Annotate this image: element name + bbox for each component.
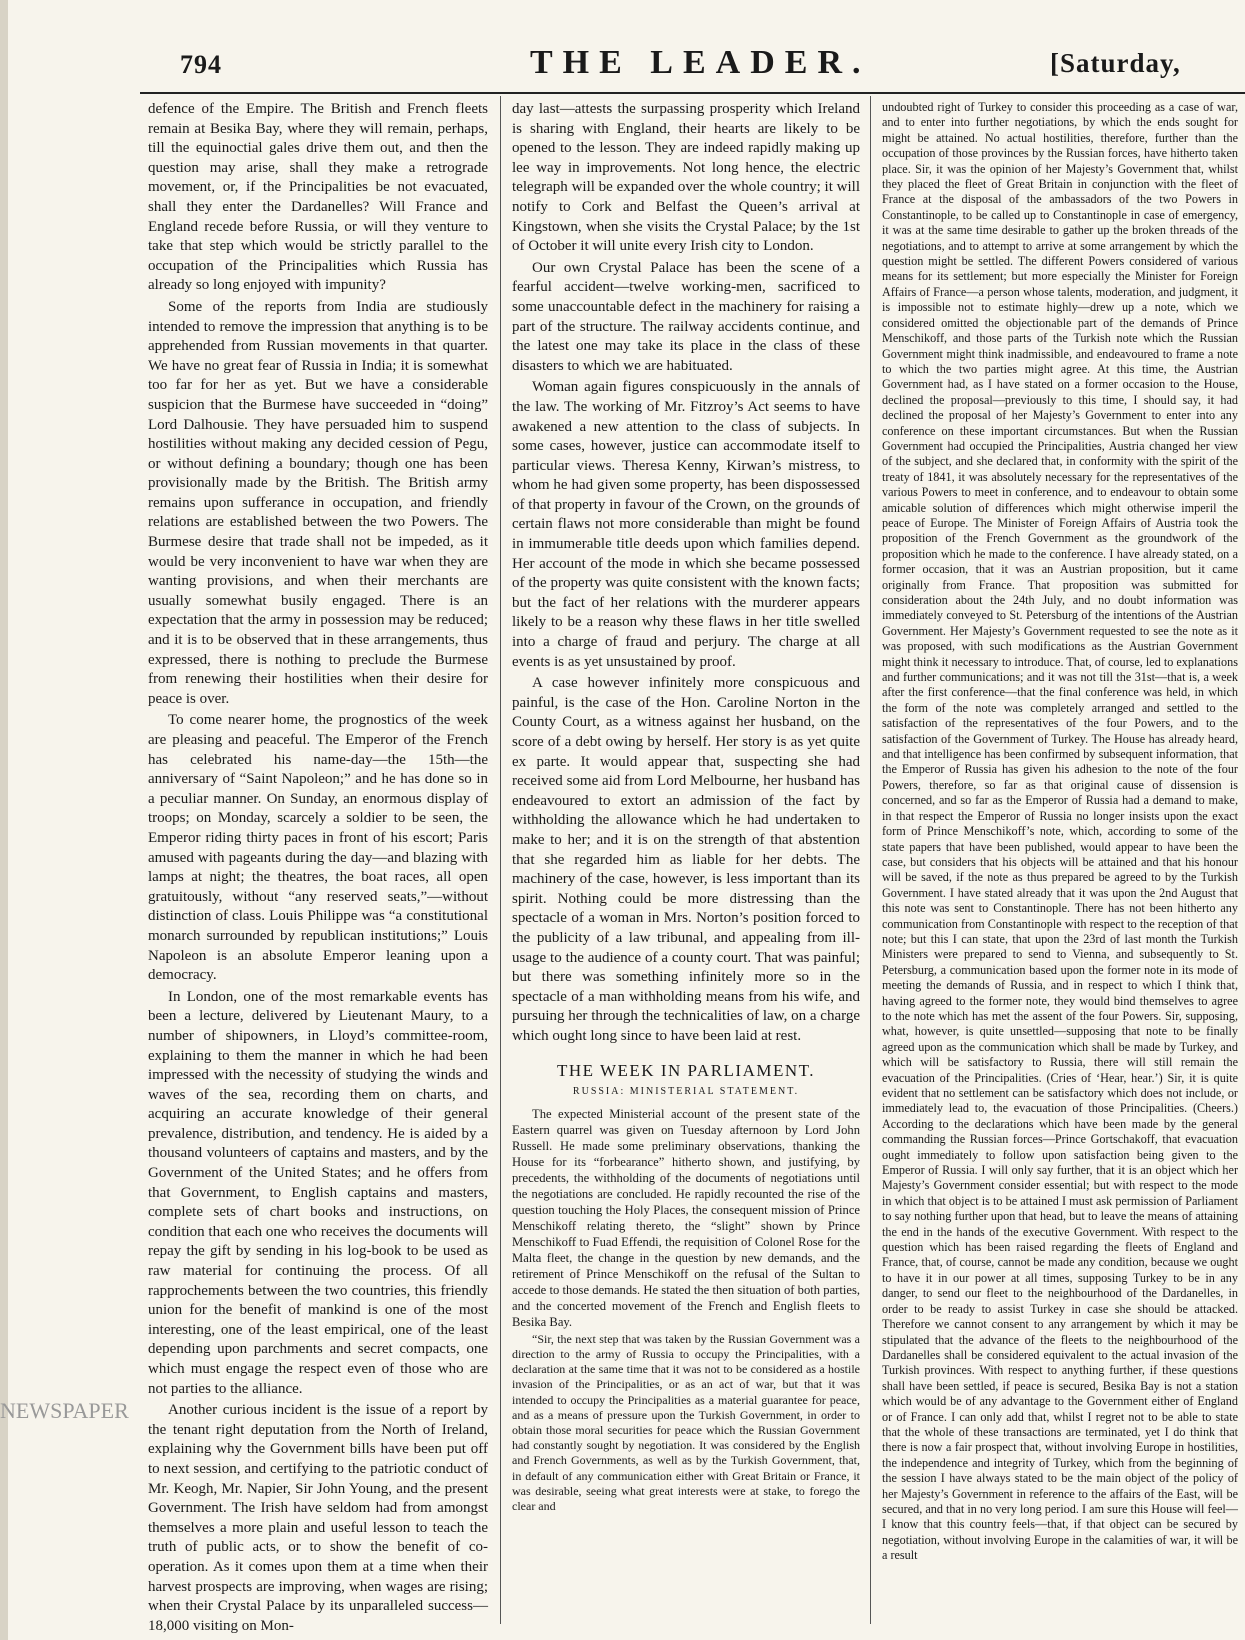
- paragraph: defence of the Empire. The British and French fleets remain at Besika Bay, where they will remain, perhaps, till the equinoctial gales drive them out, and then the question may arise, shall they make a retrograde movement, or, if the Principalities be not evacuated, shall they enter the Dardanelles? Will France and England recede before Russia, or will they venture to take that step which would be strictly parallel to the occupation of the Principalities which Russia has already so long enjoyed with impunity?: [148, 101, 488, 294]
- paragraph: Some of the reports from India are studiously intended to remove the impression that anything is to be apprehended from Russian movements in that quarter. We have no great fear of Russia in India; it is somewhat too far for her as yet. But we have a considerable suspicion that the Burmese have succeeded in “doing” Lord Dalhousie. They have persuaded him to suspend hostilities without making any decided cession of Pegu, or without defining a boundary; though one has been provisionally made by the British. The British army remains upon sufferance in occupation, and friendly relations are established between the two Powers. The Burmese desire that trade shall not be impeded, as it would be very inconvenient to have war when they are wanting provisions, and when their merchants are usually somewhat busily engaged. There is an expectation that the army in possession may be reduced; and it is to be observed that in these arrangements, thus expressed, there is nothing to preclude the Burmese from renewing their hostilities when their desire for peace is over.: [148, 298, 488, 707]
- paragraph: Our own Crystal Palace has been the scene of a fearful accident—twelve working-men, sacrificed to some unaccountable defect in the machinery for raising a part of the structure. The railway accidents continue, and the latest one may take its place in the class of these disasters to which we are habituated.: [512, 259, 860, 374]
- section-heading: THE WEEK IN PARLIAMENT.: [557, 1060, 815, 1080]
- paragraph: The expected Ministerial account of the present state of the Eastern quarrel was given on Tuesday afternoon by Lord John Russell. He made some preliminary observations, thanking the House for its “forbearance” hitherto shown, and justifying, by precedents, the withholding of the documents of negotiations until the negotiations are concluded. He rapidly recounted the rise of the question touching the Holy Places, the consequent mission of Prince Menschikoff relating thereto, the “slight” shown by Prince Menschikoff to Fuad Effendi, the requisition of Colonel Rose for the Malta fleet, the change in the question by new demands, and the retirement of Prince Menschikoff on the refusal of the Sultan to accede to those demands. He stated the then situation of both parties, and the concerted movement of the French and English fleets to Besika Bay.: [512, 1106, 860, 1329]
- paragraph: To come nearer home, the prognostics of the week are pleasing and peaceful. The Emperor of the French has celebrated his name-day—the 15th—the anniversary of “Saint Napoleon;” and he has done so in a peculiar manner. On Sunday, an enormous display of troops; on Monday, scarcely a soldier to be seen, the Emperor riding thirty paces in front of his escort; Paris amused with pageants during the day—and blazing with lamps at night; the theatres, the boat races, all open gratuitously, without “any reserved seats,”—without distinction of class. Louis Philippe was “a constitutional monarch surrounded by republican institutions;” Louis Napoleon is an absolute Emperor leaning upon a democracy.: [148, 712, 488, 984]
- column-2: [512, 100, 860, 1620]
- paragraph: A case however infinitely more conspicuous and painful, is the case of the Hon. Caroline Norton in the County Court, as a witness against her husband, on the score of a debt owing by herself. Her story is as yet quite ex parte. It would appear that, suspecting she had received some aid from Lord Melbourne, her husband has endeavoured to extort an admission of the fact by withholding the allowance which he had undertaken to make to her; and it is on the strength of that abstention that she regarded him as liable for her debts. The machinery of the case, however, is less important than its spirit. Nothing could be more distressing than the spectacle of a woman in Mrs. Norton’s position forced to the publicity of a law tribunal, and appealing from ill-usage to the audience of a county court. That was painful; but there was something infinitely more so in the spectacle of a man withholding means from his wife, and pursuing her through the technicalities of law, on a charge which ought long since to have been laid at rest.: [512, 675, 860, 1044]
- paragraph: In London, one of the most remarkable events has been a lecture, delivered by Lieutenant Maury, to a number of shipowners, in Lloyd’s committee-room, explaining to them the manner in which he had been impressed with the necessity of studying the winds and waves of the sea, recording them on charts, and acquiring an accurate knowledge of their general prevalence, distribution, and tendency. He is aided by a thousand volunteers of captains and masters, and by the Government of the United States; and he offers from that Government, to English captains and masters, complete sets of chart books and instructions, on condition that each one who receives the documents will repay the gift by sending in his log-book to be used as raw material for continuing the process. Of all rapprochements between the two countries, this friendly union for the benefit of mankind is one of the most interesting, one of the least empirical, one of the least depending upon parchments and secret compacts, one which must engage the respect even of those who are not parties to the alliance.: [148, 988, 488, 1397]
- page-edge-shadow: [0, 0, 8, 1640]
- paragraph: Another curious incident is the issue of a report by the tenant right deputation from the North of Ireland, explaining why the Government bills have been put off to next session, and certifying to the patriotic conduct of Mr. Keogh, Mr. Napier, Sir John Young, and the present Government. The Irish have seldom had from amongst themselves a more plain and useful lesson to teach the truth of public acts, or to show the benefit of co-operation. As it comes upon them at a time when their harvest prospects are improving, when wages are rising; when their Crystal Palace by its unparalleled success—18,000 visiting on Mon-: [148, 1402, 488, 1634]
- section-subheading: RUSSIA: MINISTERIAL STATEMENT.: [572, 1086, 800, 1098]
- column-1: [148, 100, 488, 1634]
- quoted-speech: “Sir, the next step that was taken by the Russian Government was a direction to the army of Russia to occupy the Principalities, with a declaration at the same time that it was not to be considered as a hostile invasion of the Principalities, or as an act of war, but that it was intended to occupy the Principalities as a material guarantee for peace, and as a means of pressure upon the Turkish Government, in order to obtain those moral securities for peace which the Russian Government had constantly sought by negotiation. It was considered by the English and French Governments, as well as by the Turkish Government, that, in default of any communication either with Great Britain or France, it was desirable, seeing what great interests were at stake, to forego the clear and: [512, 1331, 860, 1513]
- margin-stamp-text: NEWSPAPER: [0, 1398, 129, 1423]
- column-divider: [500, 96, 501, 1624]
- header-rule: [140, 92, 1245, 94]
- paragraph: Woman again figures conspicuously in the annals of the law. The working of Mr. Fitzroy’s Act seems to have awakened a new attention to the class of subjects. In some cases, however, justice can accommodate itself to particular views. Theresa Kenny, Kirwan’s mistress, to whom he had given some property, has been dispossessed of that property in favour of the Crown, on the grounds of certain flaws not more considerable than might be found in immumerable title deeds upon which families depend. Her account of the mode in which she became possessed of the property was quite consistent with the known facts; but the fact of her relations with the murderer appears likely to be a reason why these flaws in her title swelled into a charge of fraud and perjury. The charge at all events is as yet unsustained by proof.: [512, 379, 860, 670]
- issue-day: [Saturday,: [1050, 48, 1181, 78]
- paragraph: day last—attests the surpassing prosperity which Ireland is sharing with England, their hearts are likely to be opened to the lesson. They are indeed rapidly making up lee way in improvements. Not long hence, the electric telegraph will be expanded over the whole country; it will notify to Cork and Belfast the Queen’s arrival at Kingstown, when she visits the Crystal Palace; by the 1st of October it will unite every Irish city to London.: [512, 101, 860, 255]
- margin-stamp: [0, 1395, 140, 1640]
- paragraph: undoubted right of Turkey to consider this proceeding as a case of war, and to enter into further negotiations, by which the ends sought for might be attained. No actual hostilities, therefore, further than the occupation of those provinces by the Russian forces, have hitherto taken place. Sir, it was the opinion of her Majesty’s Government that, whilst they placed the fleet of Great Britain in conjunction with the fleet of France at the disposal of the ambassadors of the two Powers in Constantinople, to be called up to Constantinople in case of emergency, it was at the same time desirable to gather up the broken threads of the negotiations, and to attempt to arrive at some arrangement by which the question might be settled. The different Powers considered of various means for its settlement; but more especially the Minister for Foreign Affairs of France—a person whose talents, moderation, and judgment, it is impossible not to estimate highly—drew up a note, which we considered omitted the objectionable part of the demands of Prince Menschikoff, and those parts of the Turkish note which the Russian Government might think inadmissible, and endeavoured to frame a note to which the two parties might agree. At this time, the Austrian Government had, as I have stated on a former occasion to the House, declined the proposal—previously to this time, I should say, it had declined the proposal of her Majesty’s Government to enter into any conference on these important circumstances. But when the Russian Government had occupied the Principalities, Austria changed her view of the subject, and she declared that, in conformity with the spirit of the treaty of 1841, it was absolutely necessary for the representatives of the various Powers to meet in conference, and to endeavour to obtain some amicable solution of differences which might otherwise imperil the peace of Europe. The Minister of Foreign Affairs of Austria took the proposition of the French Government as the groundwork of the proposition which he made to the conference. I have already stated, on a former occasion, that it was an Austrian proposition, but it came originally from France. That proposition was submitted for consideration about the 24th July, and no doubt information was immediately conveyed to St. Petersburg of the intentions of the Austrian Government. Her Majesty’s Government requested to see the note as it was proposed, with such modifications as the Austrian Government might think it necessary to introduce. That, of course, led to explanations and further communications; and it was not till the 31st—that is, a week after the first conference—that the final conference was held, in which the form of the note was completely arranged and settled to the satisfaction of the representatives of the four Powers, and to the satisfaction of the Government of Turkey. The House has already heard, and that intelligence has been confirmed by subsequent information, that the Emperor of Russia has given his adhesion to the note of the four Powers, therefore, so far as that original cause of dissension is concerned, and so far as the Emperor of Russia had a demand to make, in that respect the Emperor of Russia no longer insists upon the exact form of Prince Menschikoff’s note, which, according to some of the state papers that have been published, would appear to have been the case, but considers that his objects will be attained and that his honour will be saved, if the note as thus prepared be agreed to by the Turkish Government. I have stated already that it was upon the 2nd August that this note was sent to Constantinople. There has not been hitherto any communication from Constantinople with respect to the reception of that note; but this I can state, that upon the 23rd of last month the Turkish Ministers were prepared to send to Vienna, and subsequently to St. Petersburg, a communication based upon the former note in its mode of meeting the demands of Russia, and in respect to which I think that, having agreed to the former note, they would bind themselves to agree to the note which has met the assent of the four Powers. Sir, supposing, what, however, is quite unsettled—supposing that note to be finally agreed upon as the communication which shall be made by Turkey, and which will be satisfactory to Russia, there will still remain the evacuation of the Principalities. (Cries of ‘Hear, hear.’) Sir, it is quite evident that no settlement can be satisfactory which does not include, or immediately lead to, the evacuation of those Principalities. (Cheers.) According to the declarations which have been made by the general commanding the Russian forces—Prince Gortschakoff, that evacuation ought immediately to follow upon satisfaction being given to the Emperor of Russia. I will only say further, that it is an object which her Majesty’s Government consider essential; but with respect to the mode in which that object is to be attained I must ask permission of Parliament to say nothing further upon that head, but to leave the means of attaining the end in the hands of the executive Government. With respect to the question which has been raised regarding the fleets of England and France, that, of course, cannot be made any condition, because we ought to have it in our power at all times, supposing Turkey to be in any danger, to send our fleet to the neighbourhood of the Dardanelles, in order to be ready to assist Turkey in case she should be attacked. Therefore we cannot consent to any arrangement by which it may be stipulated that the advance of the fleets to the neighbourhood of the Dardanelles shall be considered equivalent to the actual invasion of the Turkish provinces. With respect to anything further, if these questions shall have been settled, if peace is secured, Besika Bay is not a station which would be of any advantage to the Government either of England or of France. I can only add that, whilst I regret not to be able to state that the whole of these transactions are terminated, yet I do think that there is now a fair prospect that, without involving Europe in hostilities, the independence and integrity of Turkey, which from the beginning of the session I have always stated to be the main object of the policy of her Majesty’s Government in reference to the affairs of the East, will be secured, and that in no very long period. I am sure this House will feel—I know that this country feels—that, if that object can be secured by negotiation, without involving Europe in the calamities of war, it will be a result: [882, 100, 1238, 1563]
- masthead-title: THE LEADER.: [530, 44, 871, 81]
- page-number: 794: [180, 50, 222, 79]
- column-3: [882, 100, 1238, 1620]
- column-divider: [870, 96, 871, 1624]
